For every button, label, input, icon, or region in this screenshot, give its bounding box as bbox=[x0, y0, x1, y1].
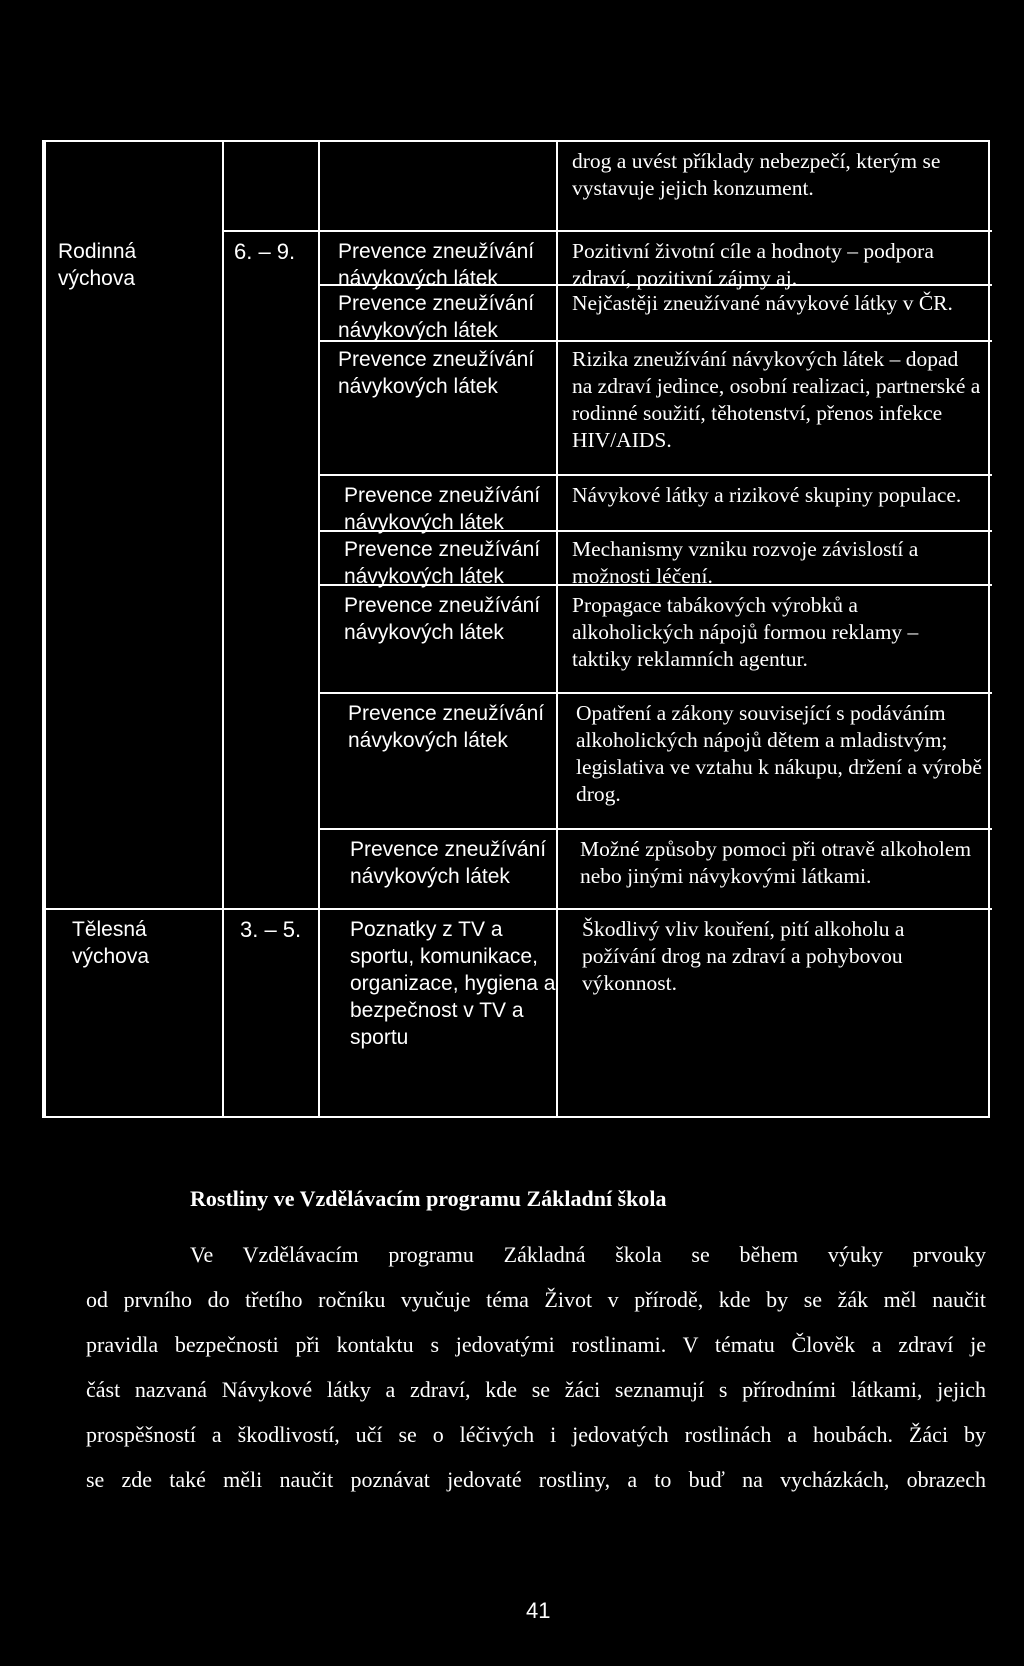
topic-cell: Prevence zneužívání návykových látek bbox=[344, 594, 541, 644]
topic-cell: Prevence zneužívání návykových látek bbox=[344, 538, 541, 588]
row-divider bbox=[44, 908, 992, 910]
grade-cell: 3. – 5. bbox=[240, 917, 302, 942]
topic-cell: Prevence zneužívání návykových látek bbox=[348, 702, 545, 752]
row-divider bbox=[320, 828, 992, 830]
paragraph-line: od prvního do třetího ročníku vyučuje téma Život v přírodě, kde by se žák měl naučit bbox=[86, 1287, 986, 1312]
desc-cell: Možné způsoby pomoci při otravě alkoholem nebo jinými návykovými látkami. bbox=[580, 837, 972, 888]
subject-cell: Tělesná výchova bbox=[72, 918, 150, 968]
topic-cell: Prevence zneužívání návykových látek bbox=[338, 348, 535, 398]
body-paragraph bbox=[86, 1232, 986, 1502]
topic-cell: Prevence zneužívání návykových látek bbox=[344, 484, 541, 534]
topic-cell: Prevence zneužívání návykových látek bbox=[338, 240, 535, 290]
desc-cell: Škodlivý vliv kouření, pití alkoholu a požívání drog na zdraví a pohybovou výkonnost. bbox=[582, 917, 905, 995]
desc-cell: Pozitivní životní cíle a hodnoty – podpora zdraví, pozitivní zájmy aj. bbox=[572, 239, 934, 290]
desc-cell: Opatření a zákony související s podáváním alkoholických nápojů dětem a mladistvým; legislativa ve vztahu k nákupu, držení a výrobě drog. bbox=[576, 701, 982, 806]
paragraph-line: prospěšností a škodlivostí, učí se o léčivých i jedovatých rostlinách a houbách. Žáci by bbox=[86, 1422, 986, 1447]
subject-cell: Rodinná výchova bbox=[58, 240, 137, 290]
curriculum-table bbox=[42, 140, 990, 1118]
paragraph-line: Ve Vzdělávacím programu Základná škola se během výuky prvouky bbox=[190, 1242, 986, 1267]
column-divider bbox=[222, 142, 224, 1116]
paragraph-line: se zde také měli naučit poznávat jedovaté rostliny, a to buď na vycházkách, obrazech bbox=[86, 1467, 986, 1492]
topic-cell: Poznatky z TV a sportu, komunikace, organizace, hygiena a bezpečnost v TV a sportu bbox=[350, 918, 556, 1049]
paragraph-line: část nazvaná Návykové látky a zdraví, kde se žáci seznamují s přírodními látkami, jejich bbox=[86, 1377, 986, 1402]
row-divider bbox=[222, 230, 992, 232]
topic-cell: Prevence zneužívání návykových látek bbox=[338, 292, 535, 342]
section-heading: Rostliny ve Vzdělávacím programu Základní škola bbox=[190, 1186, 667, 1211]
topic-cell: Prevence zneužívání návykových látek bbox=[350, 838, 547, 888]
table-border-left bbox=[44, 142, 46, 1116]
row-divider bbox=[320, 692, 992, 694]
column-divider bbox=[318, 142, 320, 1116]
desc-cell: Rizika zneužívání návykových látek – dopad na zdraví jedince, osobní realizaci, partnerské a rodinné soužití, těhotenství, přenos infekce HIV/AIDS. bbox=[572, 347, 981, 452]
desc-cell: drog a uvést příklady nebezpečí, kterým se vystavuje jejich konzument. bbox=[572, 149, 941, 200]
paragraph-line: pravidla bezpečnosti při kontaktu s jedovatými rostlinami. V tématu Člověk a zdraví je bbox=[86, 1332, 986, 1357]
page-number: 41 bbox=[526, 1598, 551, 1623]
row-divider bbox=[320, 474, 992, 476]
grade-cell: 6. – 9. bbox=[234, 239, 296, 264]
desc-cell: Propagace tabákových výrobků a alkoholických nápojů formou reklamy – taktiky reklamních agentur. bbox=[572, 593, 919, 671]
desc-cell: Nejčastěji zneužívané návykové látky v ČR. bbox=[572, 291, 953, 315]
desc-cell: Mechanismy vzniku rozvoje závislostí a možnosti léčení. bbox=[572, 537, 919, 588]
desc-cell: Návykové látky a rizikové skupiny populace. bbox=[572, 483, 962, 507]
